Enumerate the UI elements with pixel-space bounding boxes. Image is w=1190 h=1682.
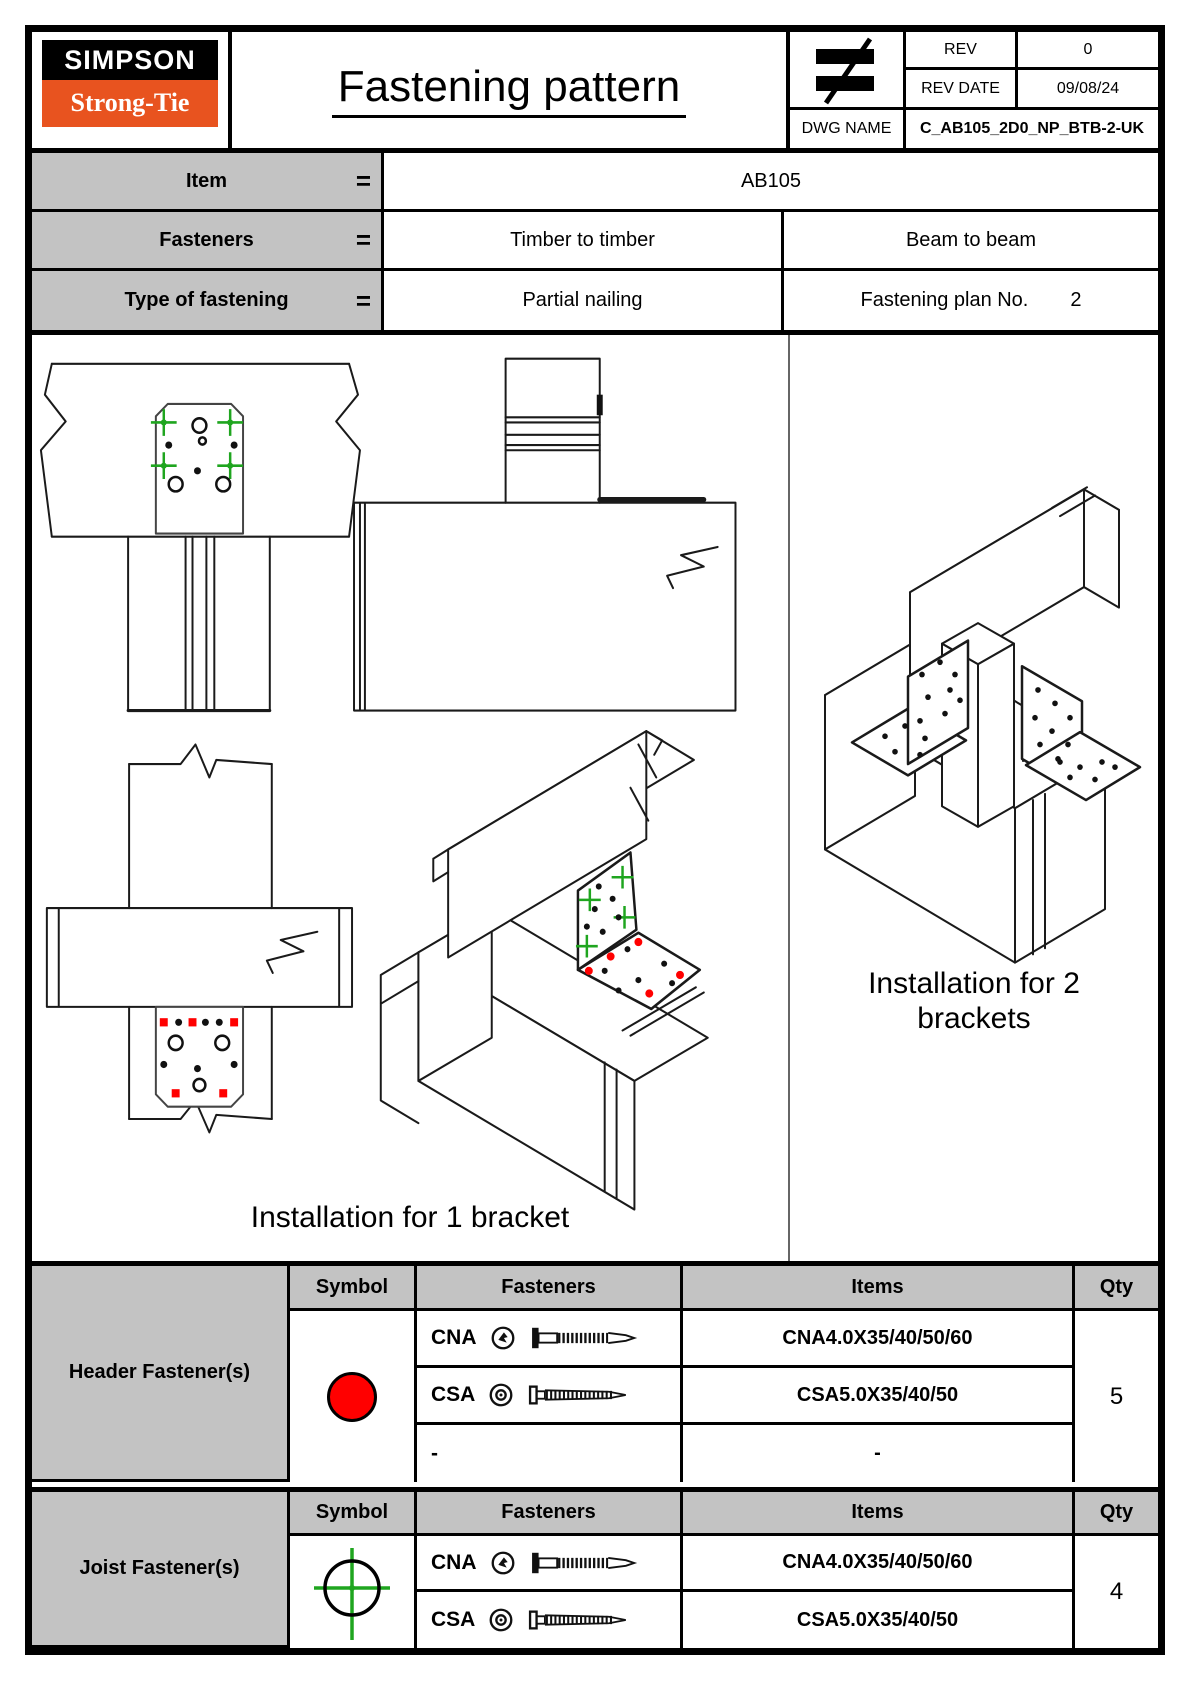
technical-drawing-1-bracket bbox=[32, 335, 788, 1261]
title-block bbox=[32, 32, 1158, 148]
fastener-code: CNA bbox=[431, 1326, 477, 1349]
spec-row-fasteners bbox=[32, 212, 1158, 271]
joist-fastener-qty: 4 bbox=[1075, 1536, 1158, 1648]
rev-date-label: REV DATE bbox=[906, 70, 1018, 110]
header-fastener-group-label: Header Fastener(s) bbox=[32, 1266, 290, 1482]
cna-head-icon bbox=[489, 1324, 517, 1352]
header-fastener-table bbox=[32, 1261, 1158, 1482]
joist-fastener-table bbox=[32, 1487, 1158, 1648]
col-fasteners: Fasteners bbox=[417, 1266, 683, 1311]
fastener-item: CNA4.0X35/40/50/60 bbox=[683, 1311, 1075, 1368]
header-fastener-symbol-red-circle bbox=[327, 1372, 377, 1422]
page-title: Fastening pattern bbox=[332, 62, 686, 118]
fastening-plan-number: 2 bbox=[1070, 289, 1082, 311]
csa-screw-icon bbox=[527, 1607, 639, 1633]
logo-simpson-text: SIMPSON bbox=[42, 40, 218, 80]
cna-nail-icon bbox=[529, 1550, 641, 1576]
fastener-item: CSA5.0X35/40/50 bbox=[683, 1592, 1075, 1648]
spec-value-nailing: Partial nailing bbox=[384, 271, 784, 330]
csa-screw-icon bbox=[527, 1382, 639, 1408]
rev-value: 0 bbox=[1018, 32, 1158, 70]
col-symbol: Symbol bbox=[290, 1266, 417, 1311]
drawing-panel-2-brackets bbox=[790, 335, 1158, 1261]
col-items: Items bbox=[683, 1492, 1075, 1536]
equals-sign: = bbox=[355, 165, 371, 196]
not-equal-icon bbox=[790, 32, 906, 110]
rev-label: REV bbox=[906, 32, 1018, 70]
caption-1-bracket: Installation for 1 bracket bbox=[250, 1201, 570, 1234]
spec-row-item bbox=[32, 153, 1158, 212]
joist-fastener-symbol-crosshair bbox=[308, 1540, 396, 1644]
sheet-title-cell bbox=[232, 32, 786, 148]
equals-sign: = bbox=[355, 224, 371, 255]
fastener-code: - bbox=[431, 1441, 438, 1465]
col-qty: Qty bbox=[1075, 1266, 1158, 1311]
spec-value-item: AB105 bbox=[740, 169, 802, 192]
spec-label: Item bbox=[185, 169, 228, 192]
joist-fastener-group-label: Joist Fastener(s) bbox=[32, 1492, 290, 1648]
drawing-panel-1-bracket bbox=[32, 335, 788, 1261]
spec-value-fastener-type: Timber to timber bbox=[384, 212, 784, 268]
spec-table bbox=[32, 148, 1158, 330]
fastening-plan-label: Fastening plan No. bbox=[860, 289, 1029, 311]
spec-value-connection: Beam to beam bbox=[905, 228, 1037, 251]
logo-strongtie-text: Strong-Tie bbox=[42, 80, 218, 127]
spec-label: Fasteners bbox=[159, 228, 254, 251]
col-symbol: Symbol bbox=[290, 1492, 417, 1536]
csa-head-icon bbox=[487, 1381, 515, 1409]
technical-drawing-2-brackets bbox=[790, 335, 1158, 1261]
dwg-name-label: DWG NAME bbox=[790, 110, 906, 148]
fastener-code: CNA bbox=[431, 1550, 477, 1574]
sheet-frame bbox=[25, 25, 1165, 1655]
cna-nail-icon bbox=[529, 1325, 641, 1351]
fastener-item: CSA5.0X35/40/50 bbox=[683, 1368, 1075, 1425]
spec-row-fastening-type bbox=[32, 271, 1158, 330]
cna-head-icon bbox=[489, 1549, 517, 1577]
revision-block bbox=[786, 32, 1158, 148]
rev-date-value: 09/08/24 bbox=[1018, 70, 1158, 110]
col-fasteners: Fasteners bbox=[417, 1492, 683, 1536]
fastener-item: CNA4.0X35/40/50/60 bbox=[683, 1536, 1075, 1592]
dwg-name-value: C_AB105_2D0_NP_BTB-2-UK bbox=[919, 120, 1145, 137]
drawing-area bbox=[32, 330, 1158, 1261]
col-qty: Qty bbox=[1075, 1492, 1158, 1536]
caption-2-brackets: Installation for 2 brackets bbox=[868, 967, 1080, 1035]
equals-sign: = bbox=[355, 285, 371, 315]
header-fastener-qty: 5 bbox=[1075, 1311, 1158, 1482]
fastener-code: CSA bbox=[431, 1608, 476, 1631]
col-items: Items bbox=[683, 1266, 1075, 1311]
spec-label: Type of fastening bbox=[124, 289, 289, 311]
fastener-item: - bbox=[683, 1425, 1075, 1482]
brand-logo bbox=[32, 32, 232, 148]
csa-head-icon bbox=[487, 1606, 515, 1634]
fastener-code: CSA bbox=[431, 1383, 476, 1406]
